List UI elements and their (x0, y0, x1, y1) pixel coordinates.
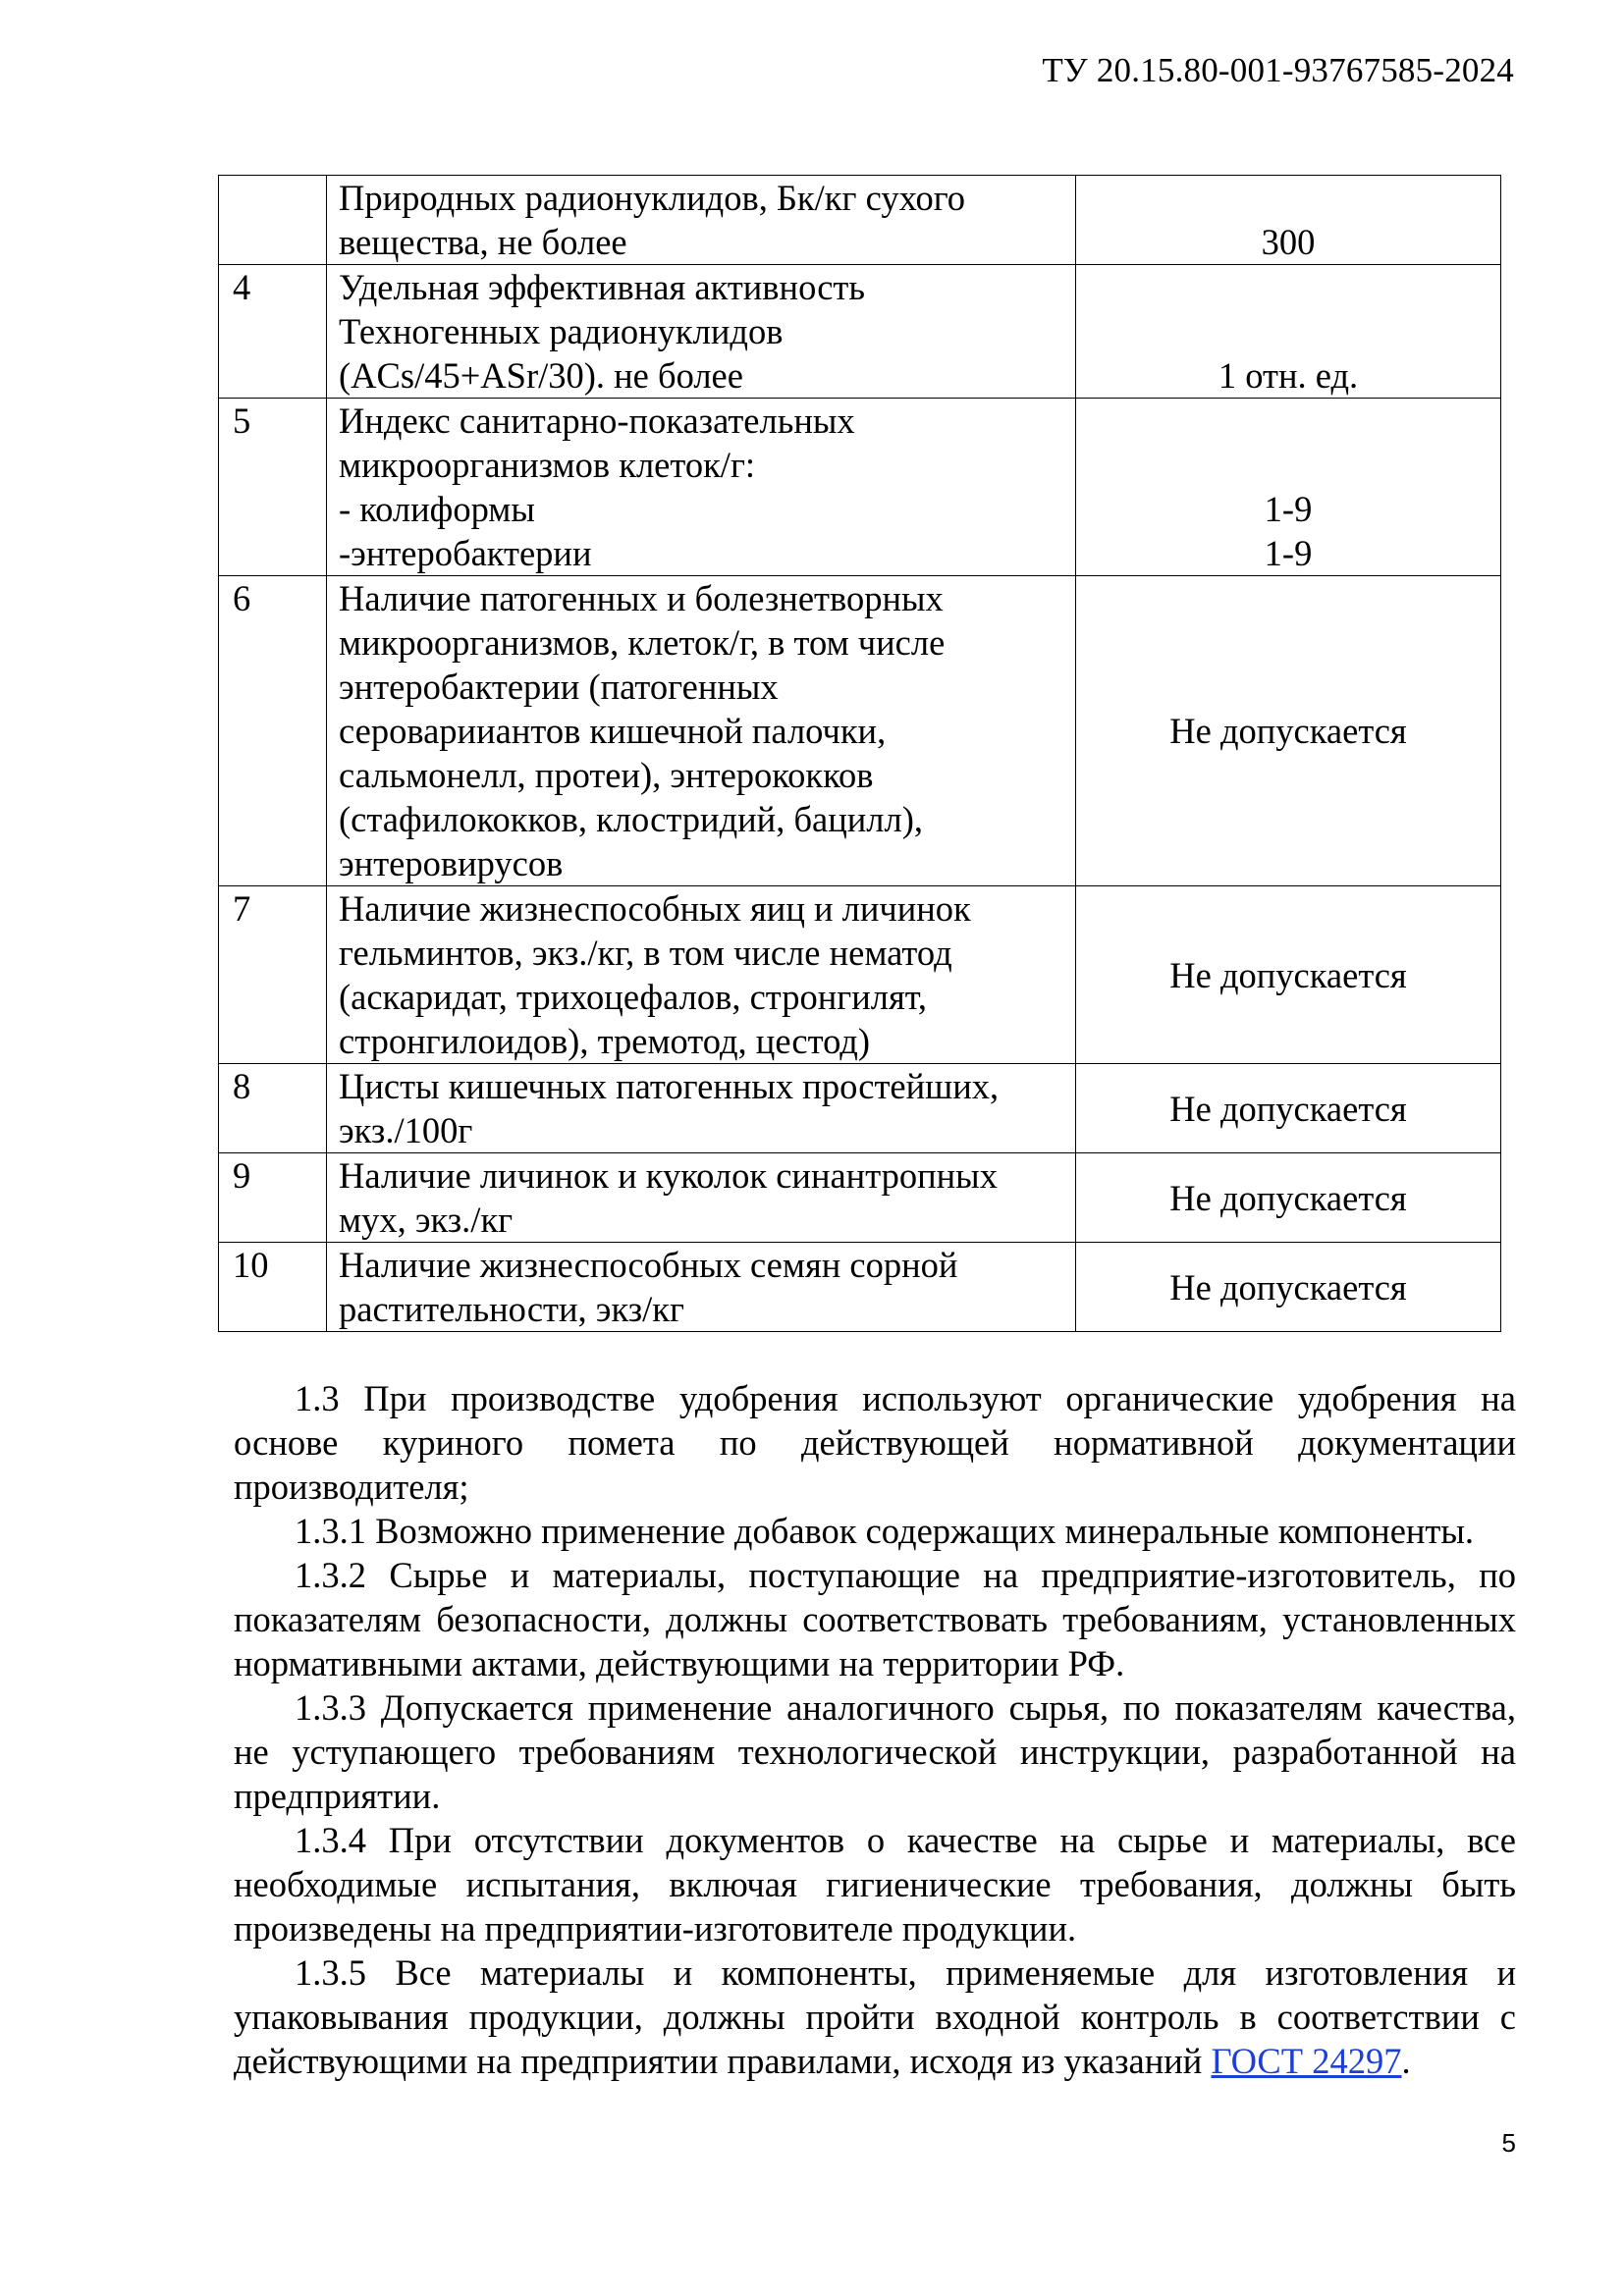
indicator-value: Не допускается (1076, 1064, 1501, 1153)
section-1-3-text (234, 1376, 1516, 2083)
paragraph-1-3-4: 1.3.4 При отсутствии документов о качестве на сырье и материалы, все необходимые испытания, включая гигиенические требования, должны быть произведены на предприятии-изготовителе продукции. (234, 1820, 1516, 1949)
specification-table (218, 175, 1501, 1332)
paragraph-1-3-5 (234, 1950, 1516, 2083)
indicator-value: 300 (1076, 176, 1501, 265)
indicator-name: Наличие патогенных и болезнетворных микроорганизмов, клеток/г, в том числе энтеробактерии (патогенных сероварииантов кишечной палочки, сальмонелл, протеи), энтерококков (стафилококков, клостридий, бацилл), энтеровирусов (327, 576, 1076, 886)
indicator-name: Наличие жизнеспособных яиц и личинок гельминтов, экз./кг, в том числе нематод (аскаридат, трихоцефалов, стронгилят, стронгилоидов), тремотод, цестод) (327, 886, 1076, 1064)
table-row (219, 1243, 1501, 1332)
indicator-value: 1 отн. ед. (1076, 265, 1501, 399)
indicator-value: Не допускается (1076, 1153, 1501, 1243)
paragraph-1-3-1: 1.3.1 Возможно применение добавок содержащих минеральные компоненты. (295, 1511, 1475, 1551)
paragraph-1-3-3: 1.3.3 Допускается применение аналогичного сырья, по показателям качества, не уступающего требованиям технологической инструкции, разработанной на предприятии. (234, 1687, 1516, 1816)
indicator-name: Цисты кишечных патогенных простейших, экз./100г (327, 1064, 1076, 1153)
indicator-name: Удельная эффективная активность Техногенных радионуклидов (ACs/45+ASr/30). не более (327, 265, 1076, 399)
table-row (219, 576, 1501, 886)
row-number: 5 (219, 399, 327, 576)
document-code-header: ТУ 20.15.80-001-93767585-2024 (1042, 51, 1514, 89)
paragraph-1-3: 1.3 При производстве удобрения используют органические удобрения на основе куриного помета по действующей нормативной документации производителя; (234, 1378, 1516, 1507)
table-row (219, 886, 1501, 1064)
row-number: 7 (219, 886, 327, 1064)
row-number: 6 (219, 576, 327, 886)
indicator-name: Наличие личинок и куколок синантропных мух, экз./кг (327, 1153, 1076, 1243)
row-number: 9 (219, 1153, 327, 1243)
page-number: 5 (1501, 2128, 1516, 2158)
table-row (219, 1064, 1501, 1153)
paragraph-1-3-5-text: 1.3.5 Все материалы и компоненты, применяемые для изготовления и упаковывания продукции, должны пройти входной контроль в соответствии с действующими на предприятии правилами, исходя из указаний (234, 1952, 1516, 2081)
indicator-name: Наличие жизнеспособных семян сорной растительности, экз/кг (327, 1243, 1076, 1332)
indicator-name: Индекс санитарно-показательных микроорганизмов клеток/г: - колиформы -энтеробактерии (327, 399, 1076, 576)
row-number: 10 (219, 1243, 327, 1332)
row-number: 8 (219, 1064, 327, 1153)
paragraph-1-3-2: 1.3.2 Сырье и материалы, поступающие на предприятие-изготовитель, по показателям безопасности, должны соответствовать требованиям, установленных нормативными актами, действующими на территории РФ. (234, 1555, 1516, 1683)
indicator-value: 1-9 1-9 (1076, 399, 1501, 576)
table-row (219, 176, 1501, 265)
indicator-value: Не допускается (1076, 1243, 1501, 1332)
row-number (219, 176, 327, 265)
row-number: 4 (219, 265, 327, 399)
indicator-value: Не допускается (1076, 886, 1501, 1064)
paragraph-1-3-5-end: . (1401, 2041, 1411, 2081)
table-row (219, 1153, 1501, 1243)
gost-24297-link[interactable]: ГОСТ 24297 (1211, 2041, 1402, 2081)
table-row (219, 399, 1501, 576)
table-row (219, 265, 1501, 399)
indicator-name: Природных радионуклидов, Бк/кг сухого вещества, не более (327, 176, 1076, 265)
indicator-value: Не допускается (1076, 576, 1501, 886)
